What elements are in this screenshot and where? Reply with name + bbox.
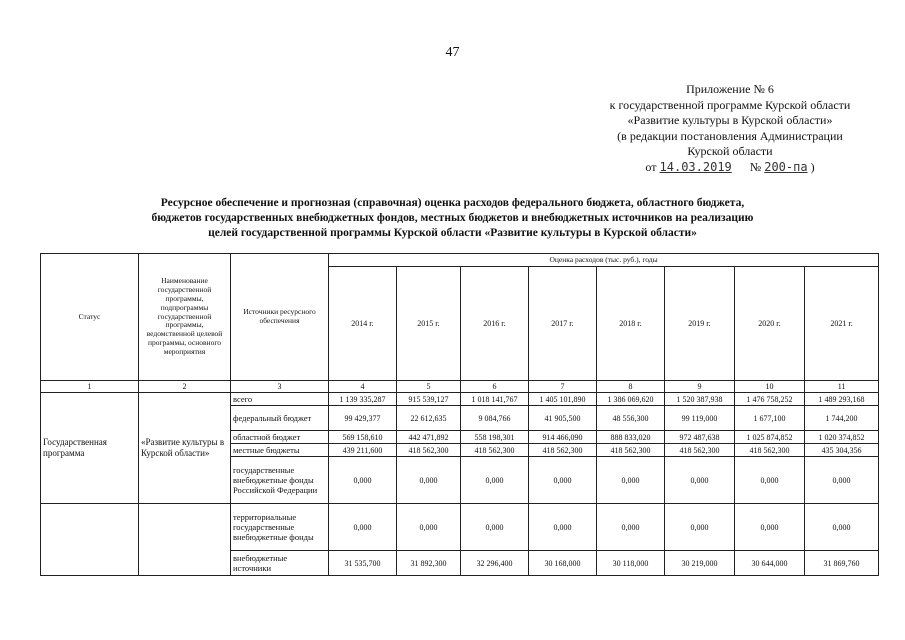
title-line-2: бюджетов государственных внебюджетных фондов, местных бюджетов и внебюджетных источников на реализацию xyxy=(151,212,754,224)
column-number: 4 xyxy=(329,381,397,393)
value-cell: 0,000 xyxy=(529,504,597,551)
header-year: 2019 г. xyxy=(665,267,735,381)
column-number: 5 xyxy=(397,381,461,393)
value-cell: 0,000 xyxy=(461,504,529,551)
value-cell: 30 219,000 xyxy=(665,551,735,576)
value-cell: 99 429,377 xyxy=(329,406,397,431)
source-label: территориальные государственные внебюджетные фонды xyxy=(231,504,329,551)
header-year: 2017 г. xyxy=(529,267,597,381)
column-number-row xyxy=(41,381,879,393)
source-label: внебюджетные источники xyxy=(231,551,329,576)
value-cell: 31 535,700 xyxy=(329,551,397,576)
value-cell: 0,000 xyxy=(461,457,529,504)
header-year: 2018 г. xyxy=(597,267,665,381)
value-cell: 418 562,300 xyxy=(597,444,665,457)
value-cell: 1 476 758,252 xyxy=(735,393,805,406)
value-cell: 0,000 xyxy=(665,504,735,551)
value-cell: 30 168,000 xyxy=(529,551,597,576)
value-cell: 31 892,300 xyxy=(397,551,461,576)
value-cell: 915 539,127 xyxy=(397,393,461,406)
header-year: 2015 г. xyxy=(397,267,461,381)
appendix-region: Курской области xyxy=(687,144,773,158)
date-prefix: от xyxy=(645,159,657,174)
closing-paren: ) xyxy=(810,159,815,174)
value-cell: 0,000 xyxy=(397,504,461,551)
value-cell: 418 562,300 xyxy=(397,444,461,457)
value-cell: 569 158,610 xyxy=(329,431,397,444)
column-number: 6 xyxy=(461,381,529,393)
value-cell: 888 833,020 xyxy=(597,431,665,444)
value-cell: 1 677,100 xyxy=(735,406,805,431)
value-cell: 22 612,635 xyxy=(397,406,461,431)
header-name: Наименование государственной программы, подпрограммы государственной программы, ведомственной целевой программы, основного мероприятия xyxy=(139,254,231,381)
value-cell: 0,000 xyxy=(735,504,805,551)
value-cell: 0,000 xyxy=(329,457,397,504)
value-cell: 0,000 xyxy=(597,457,665,504)
header-estimate: Оценка расходов (тыс. руб.), годы xyxy=(329,254,879,267)
value-cell: 48 556,300 xyxy=(597,406,665,431)
source-label: государственные внебюджетные фонды Российской Федерации xyxy=(231,457,329,504)
value-cell: 1 405 101,890 xyxy=(529,393,597,406)
value-cell: 1 139 335,287 xyxy=(329,393,397,406)
value-cell: 435 304,356 xyxy=(805,444,879,457)
value-cell: 1 025 874,852 xyxy=(735,431,805,444)
value-cell: 0,000 xyxy=(735,457,805,504)
value-cell: 418 562,300 xyxy=(735,444,805,457)
page-number: 47 xyxy=(445,45,460,60)
number-value: 200-па xyxy=(764,159,808,174)
value-cell: 439 211,600 xyxy=(329,444,397,457)
value-cell: 914 466,090 xyxy=(529,431,597,444)
header-status: Статус xyxy=(41,254,139,381)
document-title xyxy=(90,196,815,241)
program-name: «Развитие культуры в Курской области» xyxy=(139,393,231,504)
value-cell: 0,000 xyxy=(597,504,665,551)
source-label: местные бюджеты xyxy=(231,444,329,457)
table-row-territorial-funds xyxy=(41,504,879,551)
source-label: федеральный бюджет xyxy=(231,406,329,431)
header-sources: Источники ресурсного обеспечения xyxy=(231,254,329,381)
appendix-program-name: «Развитие культуры в Курской области» xyxy=(627,113,833,127)
value-cell: 972 487,638 xyxy=(665,431,735,444)
header-year: 2016 г. xyxy=(461,267,529,381)
value-cell: 442 471,892 xyxy=(397,431,461,444)
appendix-title: Приложение № 6 xyxy=(686,82,774,96)
value-cell: 30 644,000 xyxy=(735,551,805,576)
value-cell: 99 119,000 xyxy=(665,406,735,431)
header-row-1 xyxy=(41,254,879,267)
column-number: 10 xyxy=(735,381,805,393)
value-cell: 1 744,200 xyxy=(805,406,879,431)
value-cell: 1 018 141,767 xyxy=(461,393,529,406)
column-number: 9 xyxy=(665,381,735,393)
table-row-total xyxy=(41,393,879,406)
value-cell: 1 489 293,168 xyxy=(805,393,879,406)
column-number: 3 xyxy=(231,381,329,393)
status-empty xyxy=(41,504,139,576)
status-value: Государственная программа xyxy=(41,393,139,504)
title-line-3: целей государственной программы Курской области «Развитие культуры в Курской области» xyxy=(208,227,697,239)
value-cell: 558 198,301 xyxy=(461,431,529,444)
name-empty xyxy=(139,504,231,576)
title-line-1: Ресурсное обеспечение и прогнозная (справочная) оценка расходов федерального бюджета, областного бюджета, xyxy=(160,197,745,209)
value-cell: 41 905,500 xyxy=(529,406,597,431)
source-label: областной бюджет xyxy=(231,431,329,444)
source-label: всего xyxy=(231,393,329,406)
appendix-block xyxy=(580,82,880,175)
value-cell: 30 118,000 xyxy=(597,551,665,576)
value-cell: 9 084,766 xyxy=(461,406,529,431)
appendix-date-line xyxy=(580,160,880,176)
header-year: 2020 г. xyxy=(735,267,805,381)
number-prefix: № xyxy=(749,159,762,174)
column-number: 8 xyxy=(597,381,665,393)
header-year: 2014 г. xyxy=(329,267,397,381)
column-number: 11 xyxy=(805,381,879,393)
value-cell: 0,000 xyxy=(329,504,397,551)
value-cell: 418 562,300 xyxy=(461,444,529,457)
value-cell: 0,000 xyxy=(805,457,879,504)
value-cell: 31 869,760 xyxy=(805,551,879,576)
value-cell: 1 520 387,938 xyxy=(665,393,735,406)
date-value: 14.03.2019 xyxy=(659,159,732,174)
budget-table xyxy=(40,253,879,576)
value-cell: 0,000 xyxy=(665,457,735,504)
appendix-edition: (в редакции постановления Администрации xyxy=(617,128,843,143)
value-cell: 1 020 374,852 xyxy=(805,431,879,444)
value-cell: 1 386 069,620 xyxy=(597,393,665,406)
value-cell: 32 296,400 xyxy=(461,551,529,576)
value-cell: 418 562,300 xyxy=(665,444,735,457)
header-year: 2021 г. xyxy=(805,267,879,381)
column-number: 2 xyxy=(139,381,231,393)
value-cell: 0,000 xyxy=(805,504,879,551)
value-cell: 418 562,300 xyxy=(529,444,597,457)
value-cell: 0,000 xyxy=(397,457,461,504)
column-number: 7 xyxy=(529,381,597,393)
column-number: 1 xyxy=(41,381,139,393)
appendix-program-ref: к государственной программе Курской области xyxy=(609,97,851,112)
value-cell: 0,000 xyxy=(529,457,597,504)
